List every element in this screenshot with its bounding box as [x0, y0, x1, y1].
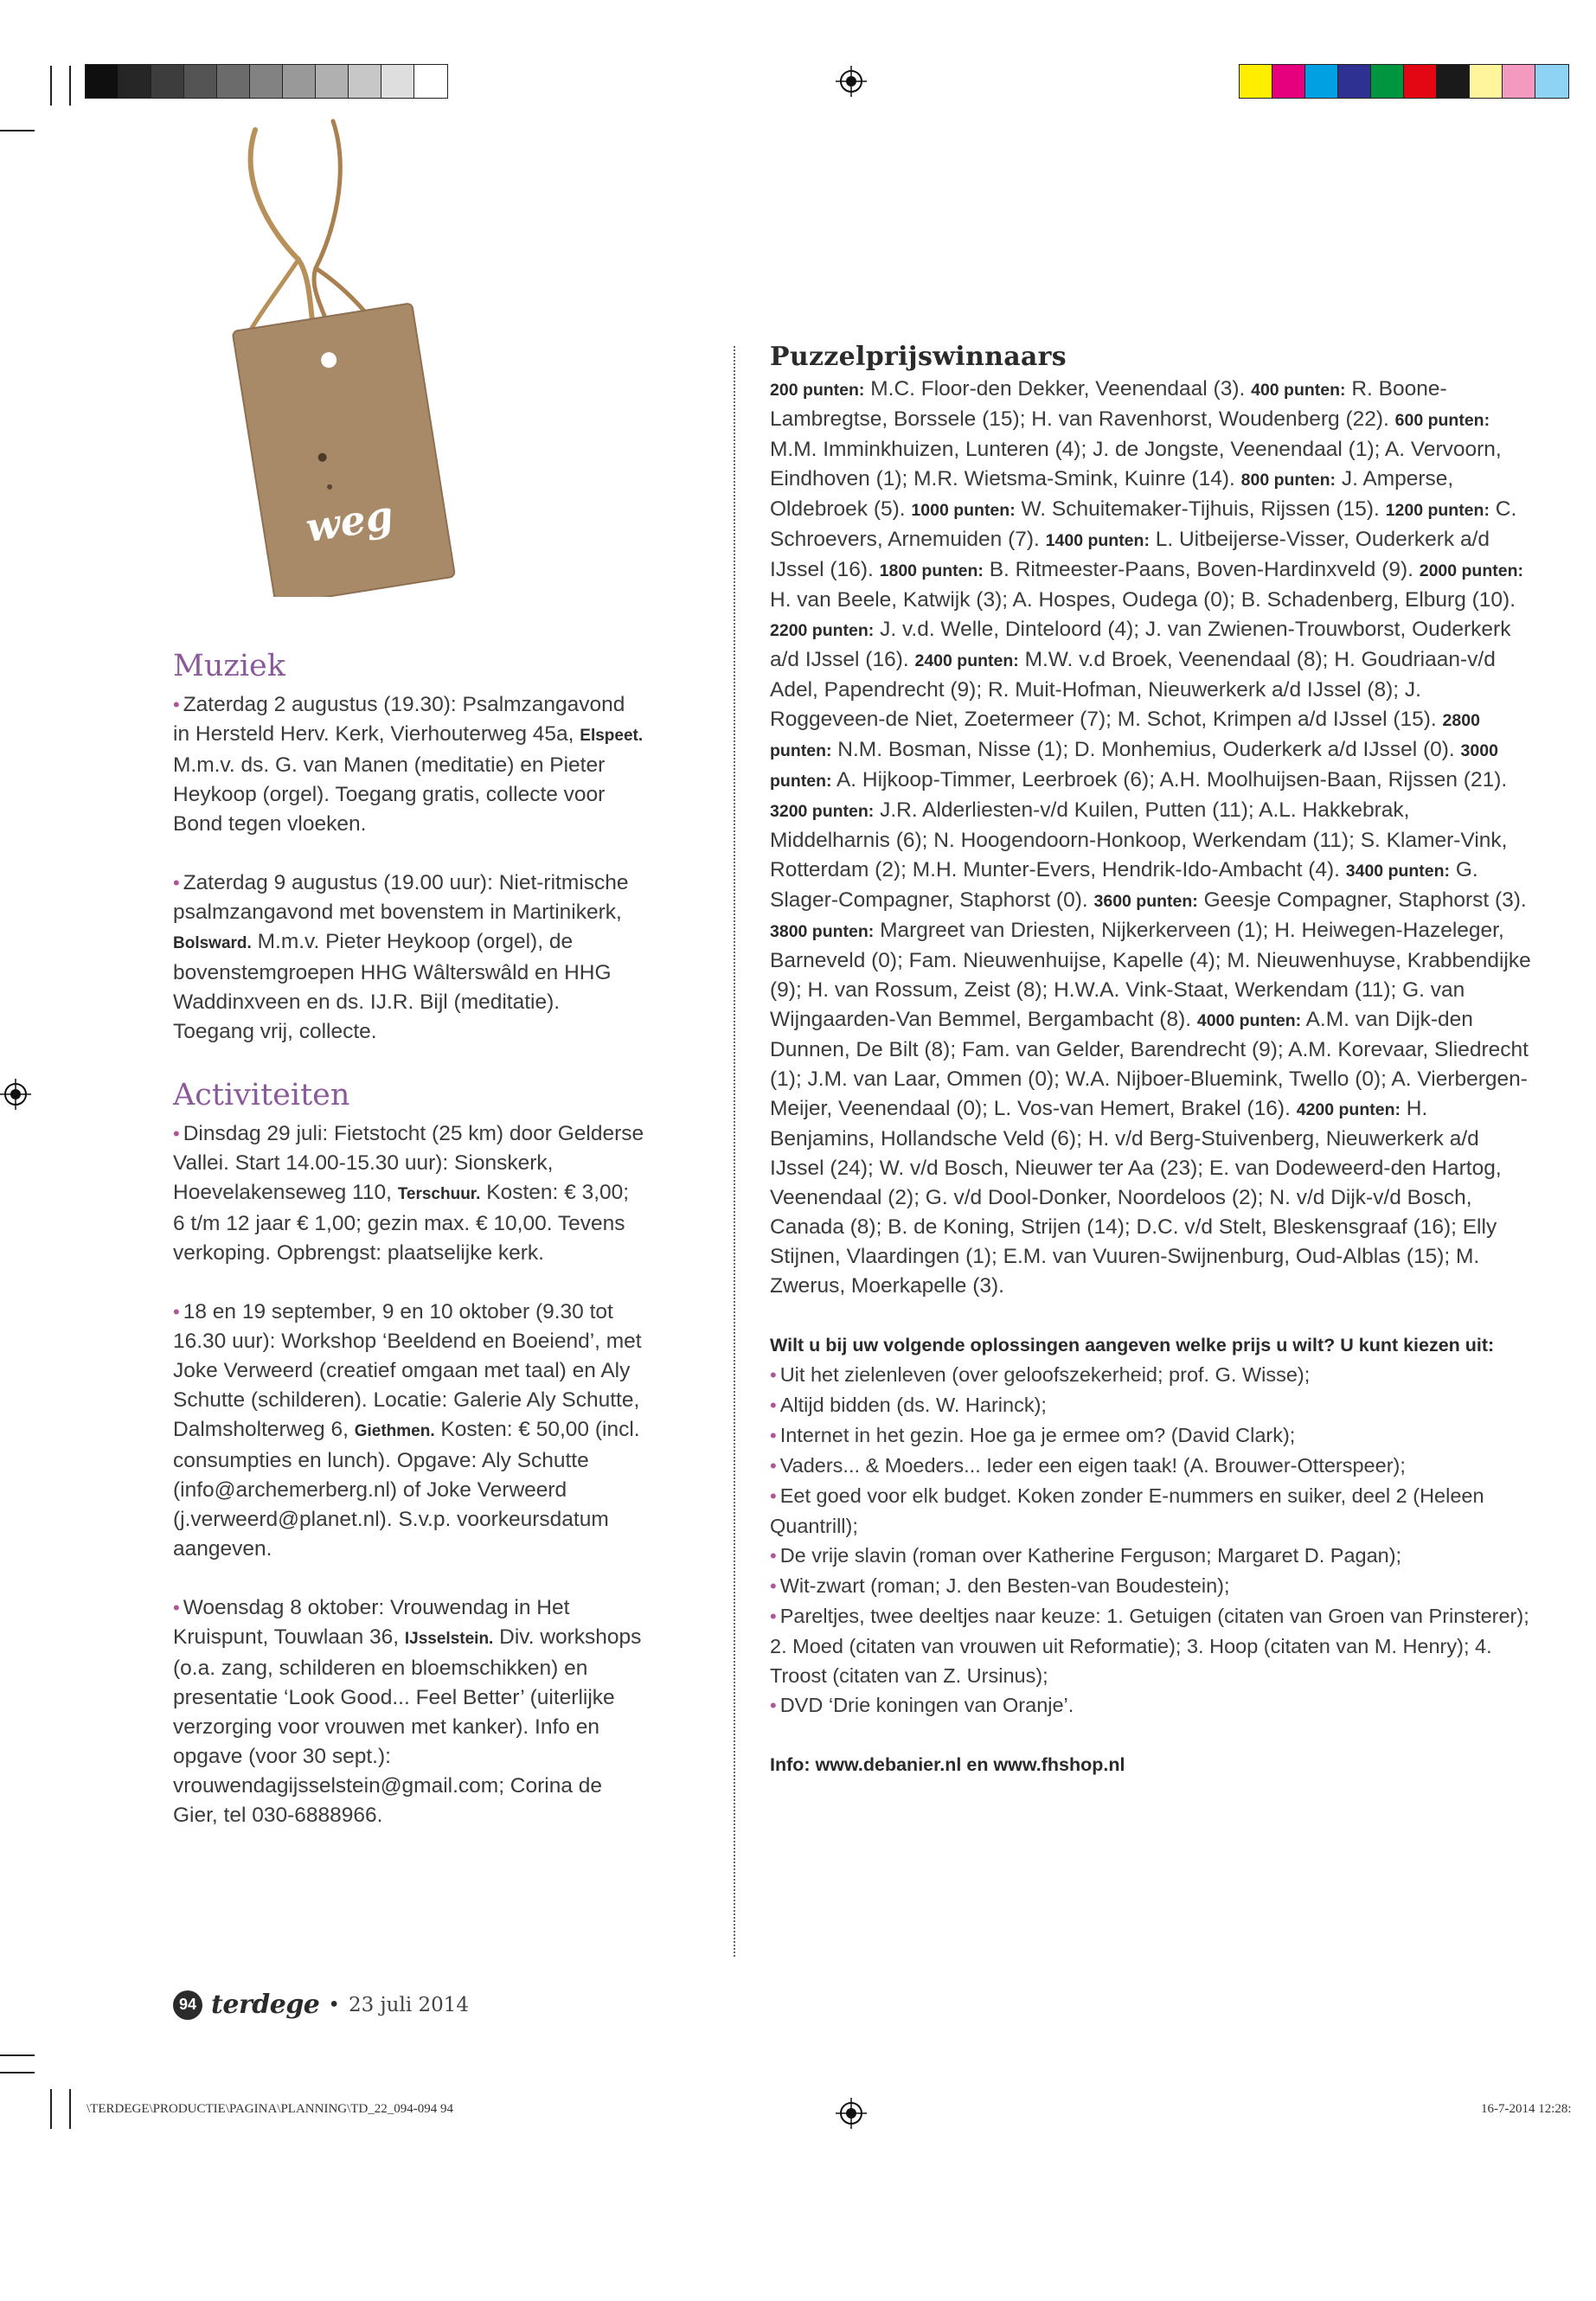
prize-text: Vaders... & Moeders... Ieder een eigen taak! (A. Brouwer-Otterspeer);	[779, 1454, 1406, 1477]
event-item	[173, 1119, 644, 1268]
bullet-icon: •	[770, 1575, 777, 1597]
page-footer	[173, 1990, 469, 2020]
section-heading-muziek: Muziek	[173, 649, 285, 683]
color-swatch	[1437, 65, 1470, 98]
prize-item	[770, 1481, 1531, 1541]
event-place: Bolsward.	[173, 934, 252, 952]
event-text: Woensdag 8 oktober: Vrouwendag in Het Kruispunt, Touwlaan 36,	[173, 1596, 570, 1649]
process-color-bar	[1239, 64, 1569, 99]
prize-text: Eet goed voor elk budget. Koken zonder E-nummers en suiker, deel 2 (Heleen Quantrill);	[770, 1484, 1484, 1537]
event-item	[173, 1298, 644, 1564]
event-text: Dinsdag 29 juli: Fietstocht (25 km) door Gelderse Vallei. Start 14.00-15.30 uur): Sionskerk, Hoevelakenseweg 110,	[173, 1122, 644, 1204]
color-swatch	[316, 65, 349, 98]
prize-question: Wilt u bij uw volgende oplossingen aangeven welke prijs u wilt? U kunt kiezen uit:	[770, 1335, 1495, 1356]
magazine-logo: terdege	[211, 1990, 320, 2020]
points-label: 4200 punten:	[1296, 1100, 1401, 1119]
crop-mark	[0, 130, 35, 131]
bullet-icon: •	[770, 1606, 777, 1627]
bullet-icon: •	[770, 1425, 777, 1446]
winner-names: W. Schuitemaker-Tijhuis, Rijssen (15).	[1015, 497, 1386, 521]
event-text: Kosten: € 3,00; 6 t/m 12 jaar € 1,00; gezin max. € 10,00. Tevens verkoping. Opbrengst: plaatselijke kerk.	[173, 1181, 630, 1265]
prize-text: De vrije slavin (roman over Katherine Ferguson; Margaret D. Pagan);	[779, 1544, 1402, 1567]
crop-mark	[50, 2089, 52, 2129]
points-label: 3600 punten:	[1093, 892, 1198, 911]
event-text: M.m.v. ds. G. van Manen (meditatie) en Pieter Heykoop (orgel). Toegang gratis, collecte voor Bond tegen vloeken.	[173, 753, 606, 836]
points-label: 400 punten:	[1251, 381, 1346, 400]
points-label: 3000 punten:	[770, 741, 1498, 791]
points-label: 2000 punten:	[1419, 561, 1523, 580]
winner-names: M.W. v.d Broek, Veenendaal (8); H. Goudriaan-v/d Adel, Papendrecht (9); R. Muit-Hofman, Nieuwerkerk a/d IJssel (8); J. Roggeveen-de Niet, Zoetermeer (7); M. Schot, Krimpen a/d IJssel (15).	[770, 648, 1496, 731]
points-label: 2200 punten:	[770, 621, 875, 640]
winner-names: J. v.d. Welle, Dinteloord (4); J. van Zwienen-Trouwborst, Ouderkerk a/d IJssel (16).	[770, 618, 1511, 671]
points-label: 2800 punten:	[770, 711, 1480, 760]
column-divider	[734, 346, 735, 1957]
prize-text: Wit-zwart (roman; J. den Besten-van Boudestein);	[779, 1574, 1230, 1597]
info-links: Info: www.debanier.nl en www.fhshop.nl	[770, 1754, 1125, 1775]
event-item	[173, 690, 644, 839]
bullet-icon: •	[173, 1301, 180, 1323]
points-label: 1200 punten:	[1385, 501, 1490, 520]
event-text: M.m.v. Pieter Heykoop (orgel), de bovenstemgroepen HHG Wâlterswâld en HHG Waddinxveen en ds. IJ.R. Bijl (meditatie). Toegang vrij, collecte.	[173, 930, 612, 1043]
winner-names: J.R. Alderliesten-v/d Kuilen, Putten (11); A.L. Hakkebrak, Middelharnis (6); N. Hoogendoorn-Honkoop, Werkendam (11); S. Klamer-Vink, Rotterdam (2); M.H. Munter-Evers, Hendrik-Ido-Ambacht (4).	[770, 798, 1508, 881]
color-swatch	[119, 65, 151, 98]
event-text: Zaterdag 2 augustus (19.30): Psalmzangavond in Hersteld Herv. Kerk, Vierhouterweg 45a,	[173, 693, 625, 746]
winner-names: M.C. Floor-den Dekker, Veenendaal (3).	[864, 377, 1252, 401]
winner-names: A.M. van Dijk-den Dunnen, De Bilt (8); Fam. van Gelder, Barendrecht (9); A.M. Korevaar, Sliedrecht (1); J.M. van Laar, Ommen (0); W.A. Nijboer-Bluemink, Twello (0); A. Vierbergen-Meijer, Veenendaal (0); L. Vos-van Hemert, Brakel (16).	[770, 1008, 1529, 1120]
prize-item	[770, 1451, 1531, 1481]
registration-mark-icon	[836, 2098, 867, 2129]
bullet-icon: •	[770, 1485, 777, 1507]
prize-text: Altijd bidden (ds. W. Harinck);	[779, 1394, 1047, 1416]
prize-item	[770, 1390, 1531, 1420]
color-swatch	[414, 65, 447, 98]
winner-names: R. Boone-Lambregtse, Borssele (15); H. van Ravenhorst, Woudenberg (22).	[770, 377, 1447, 431]
activiteiten-events	[173, 1119, 644, 1830]
prize-item	[770, 1601, 1531, 1690]
color-swatch	[1371, 65, 1404, 98]
color-swatch	[217, 65, 250, 98]
prize-item	[770, 1420, 1531, 1451]
bullet-icon: •	[173, 872, 180, 894]
event-text: Zaterdag 9 augustus (19.00 uur): Niet-ritmische psalmzangavond met bovenstem in Martinikerk,	[173, 871, 629, 924]
crop-mark	[0, 2054, 35, 2056]
color-swatch	[1240, 65, 1272, 98]
registration-mark-icon	[0, 1079, 31, 1110]
points-label: 600 punten:	[1394, 411, 1490, 430]
print-timestamp: 16-7-2014 12:28:	[1481, 2102, 1572, 2116]
page-number: 94	[173, 1990, 202, 2020]
points-label: 1000 punten:	[911, 501, 1016, 520]
issue-date: 23 juli 2014	[348, 1993, 470, 2016]
points-label: 1400 punten:	[1045, 531, 1150, 550]
events-column	[173, 647, 644, 1860]
prize-text: Pareltjes, twee deeltjes naar keuze: 1. Getuigen (citaten van Groen van Prinsterer); 2. Moed (citaten van vrouwen uit Reformatie); 3. Hoop (citaten van M. Henry); 4. Troost (citaten van Z. Ursinus);	[770, 1605, 1529, 1687]
crop-mark	[69, 2089, 71, 2129]
points-label: 3400 punten:	[1345, 862, 1451, 881]
grayscale-color-bar	[85, 64, 448, 99]
prize-item	[770, 1690, 1531, 1721]
color-swatch	[283, 65, 316, 98]
crop-mark	[50, 66, 52, 106]
winner-names: H. van Beele, Katwijk (3); A. Hospes, Oudega (0); B. Schadenberg, Elburg (10).	[770, 588, 1516, 612]
bullet-icon: •	[770, 1364, 777, 1386]
winner-names: G. Slager-Compagner, Staphorst (0).	[770, 858, 1478, 912]
prize-text: Uit het zielenleven (over geloofszekerheid; prof. G. Wisse);	[779, 1363, 1311, 1386]
winner-names: J. Amperse, Oldebroek (5).	[770, 467, 1454, 521]
bullet-icon: •	[173, 1123, 180, 1144]
color-swatch	[86, 65, 119, 98]
registration-mark-icon	[836, 66, 867, 97]
event-text: 18 en 19 september, 9 en 10 oktober (9.30 tot 16.30 uur): Workshop ‘Beeldend en Boeiend’, met Joke Verweerd (creatief omgaan met taal) en Aly Schutte (schilderen). Locatie: Galerie Aly Schutte, Dalmsholterweg 6,	[173, 1300, 642, 1441]
bullet-icon: •	[770, 1394, 777, 1416]
color-swatch	[349, 65, 381, 98]
puzzle-winners-title: Puzzelprijswinnaars	[770, 342, 1067, 372]
bullet-icon: •	[173, 1597, 180, 1618]
winner-names: L. Uitbeijerse-Visser, Ouderkerk a/d IJssel (16).	[770, 528, 1490, 581]
bullet-icon: •	[173, 694, 180, 715]
color-swatch	[381, 65, 414, 98]
muziek-events	[173, 690, 644, 1047]
prize-item	[770, 1360, 1531, 1390]
winner-names: H. Benjamins, Hollandsche Veld (6); H. v/d Berg-Stuivenberg, Nieuwerkerk a/d IJssel (24); W. v/d Bosch, Nieuwer ter Aa (23); E. van Dodeweerd-den Hartog, Veenendaal (2); G. v/d Dool-Donker, Noordeloos (2); N. v/d Dijk-v/d Bosch, Canada (8); B. de Koning, Strijen (14); D.C. v/d Stelt, Bleskensgraaf (16); Elly Stijnen, Vlaardingen (1); E.M. van Vuuren-Swijnenburg, Oud-Alblas (15); M. Zwerus, Moerkapelle (3).	[770, 1097, 1502, 1298]
event-place: Terschuur.	[397, 1185, 481, 1203]
gift-tag-icon	[203, 112, 489, 597]
bullet-icon: •	[770, 1455, 777, 1477]
event-item	[173, 1593, 644, 1830]
event-text: Kosten: € 50,00 (incl. consumpties en lunch). Opgave: Aly Schutte (info@archemerberg.nl) of Joke Verweerd (j.verweerd@planet.nl). S.v.p. voorkeursdatum aangeven.	[173, 1418, 640, 1561]
event-item	[173, 868, 644, 1047]
points-label: 2400 punten:	[914, 651, 1019, 670]
color-swatch	[250, 65, 283, 98]
color-swatch	[1535, 65, 1568, 98]
points-label: 4000 punten:	[1196, 1011, 1302, 1030]
file-path-slug: \TERDEGE\PRODUCTIE\PAGINA\PLANNING\TD_22_094-094 94	[87, 2102, 454, 2116]
winner-names: Geesje Compagner, Staphorst (3).	[1197, 888, 1527, 912]
color-swatch	[184, 65, 217, 98]
color-swatch	[1338, 65, 1371, 98]
prize-text: DVD ‘Drie koningen van Oranje’.	[779, 1694, 1074, 1716]
points-label: 200 punten:	[770, 381, 865, 400]
winner-names: C. Schroevers, Arnemuiden (7).	[770, 497, 1517, 551]
event-place: IJsselstein.	[404, 1630, 494, 1648]
bullet-icon: •	[770, 1695, 777, 1716]
winner-names: N.M. Bosman, Nisse (1); D. Monhemius, Ouderkerk a/d IJssel (0).	[831, 738, 1461, 761]
points-label: 3800 punten:	[770, 922, 875, 941]
color-swatch	[1272, 65, 1305, 98]
section-heading-activiteiten: Activiteiten	[173, 1078, 350, 1112]
color-swatch	[1305, 65, 1338, 98]
prize-item	[770, 1571, 1531, 1601]
winner-names: Margreet van Driesten, Nijkerkerveen (1); H. Heiwegen-Hazeleger, Barneveld (0); Fam. Nieuwenhuijse, Kapelle (4); M. Nieuwenhuyse, Krabbendijke (9); H. van Rossum, Zeist (8); H.W.A. Vink-Staat, Werkendam (11); G. van Wijngaarden-Van Bemmel, Bergambacht (8).	[770, 919, 1531, 1031]
winner-names: B. Ritmeester-Paans, Boven-Hardinxveld (9).	[983, 558, 1420, 581]
color-swatch	[1470, 65, 1503, 98]
event-place: Elspeet.	[580, 727, 644, 745]
winners-paragraph	[770, 375, 1531, 1301]
points-label: 3200 punten:	[770, 802, 875, 821]
winner-names: A. Hijkoop-Timmer, Leerbroek (6); A.H. Moolhuijsen-Baan, Rijssen (21).	[831, 768, 1508, 792]
points-label: 800 punten:	[1240, 471, 1336, 490]
bullet-icon: •	[770, 1545, 777, 1567]
winner-names: M.M. Imminkhuizen, Lunteren (4); J. de Jongste, Veenendaal (1); A. Vervoorn, Eindhoven (1); M.R. Wietsma-Smink, Kuinre (14).	[770, 438, 1502, 490]
color-swatch	[1503, 65, 1535, 98]
crop-mark	[69, 66, 71, 106]
event-place: Giethmen.	[354, 1422, 435, 1440]
footer-separator: •	[328, 1993, 340, 2016]
color-swatch	[151, 65, 184, 98]
event-text: Div. workshops (o.a. zang, schilderen en bloemschikken) en presentatie ‘Look Good... Feel Better’ (uiterlijke verzorging voor vrouwen met kanker). Info en opgave (voor 30 sept.): vrouwendagijsselstein@gmail.com; Corina de Gier, tel 030-6888966.	[173, 1625, 642, 1827]
points-label: 1800 punten:	[879, 561, 984, 580]
puzzle-winners-column	[770, 340, 1531, 1779]
prize-item	[770, 1541, 1531, 1571]
prize-text: Internet in het gezin. Hoe ga je ermee om? (David Clark);	[779, 1424, 1296, 1446]
tag-label: weg	[302, 491, 397, 552]
prize-list	[770, 1360, 1531, 1721]
color-swatch	[1404, 65, 1437, 98]
crop-mark	[0, 2072, 35, 2073]
